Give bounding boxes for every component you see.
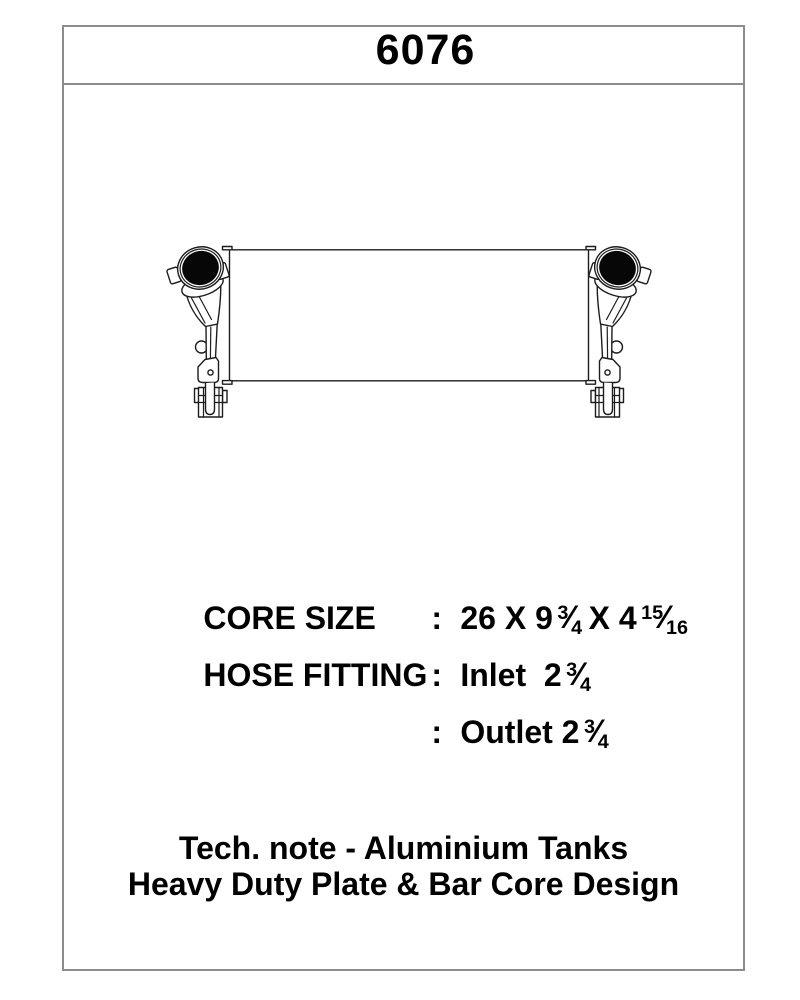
fraction-numerator: 3 bbox=[557, 601, 569, 624]
tech-note-line2: Heavy Duty Plate & Bar Core Design bbox=[127, 866, 680, 902]
spec-row-outlet bbox=[150, 678, 615, 791]
fraction-numerator: 3 bbox=[566, 658, 578, 681]
spec-colon: : bbox=[431, 714, 442, 750]
fraction-denominator: 4 bbox=[597, 731, 609, 754]
fraction-denominator: 16 bbox=[665, 617, 689, 640]
fraction-denominator: 4 bbox=[580, 674, 592, 697]
spec-label-core-size: CORE SIZE bbox=[203, 600, 376, 636]
spec-value-text: X 4 bbox=[588, 600, 637, 636]
fraction-slash: ⁄ bbox=[567, 598, 573, 635]
spec-value-outlet bbox=[460, 712, 615, 754]
spec-colon: : bbox=[431, 600, 442, 636]
fraction-denominator: 4 bbox=[571, 617, 583, 640]
fraction-three-quarters bbox=[584, 714, 609, 755]
part-number: 6076 bbox=[375, 26, 476, 74]
fraction-numerator: 15 bbox=[641, 601, 664, 624]
fraction-numerator: 3 bbox=[583, 715, 595, 738]
spec-colon: : bbox=[431, 657, 442, 693]
sheet-header bbox=[64, 27, 743, 85]
spec-value-text: 26 X 9 bbox=[460, 600, 553, 636]
fraction-slash: ⁄ bbox=[593, 712, 600, 749]
fraction-slash: ⁄ bbox=[575, 655, 582, 692]
tech-note-line1: Tech. note - Aluminium Tanks bbox=[178, 830, 629, 866]
spec-label-hose-fitting: HOSE FITTING bbox=[203, 657, 428, 693]
fraction-fifteen-sixteenths bbox=[641, 600, 688, 641]
spec-value-text: Inlet 2 bbox=[460, 657, 562, 693]
spec-value-text: Outlet 2 bbox=[460, 714, 580, 750]
sheet-frame bbox=[62, 25, 745, 971]
fraction-slash: ⁄ bbox=[661, 598, 668, 635]
core-body bbox=[230, 250, 589, 381]
port-assembly-right bbox=[586, 241, 652, 417]
tech-note bbox=[64, 830, 743, 902]
port-assembly-left bbox=[166, 241, 232, 417]
intercooler-drawing bbox=[166, 234, 654, 426]
